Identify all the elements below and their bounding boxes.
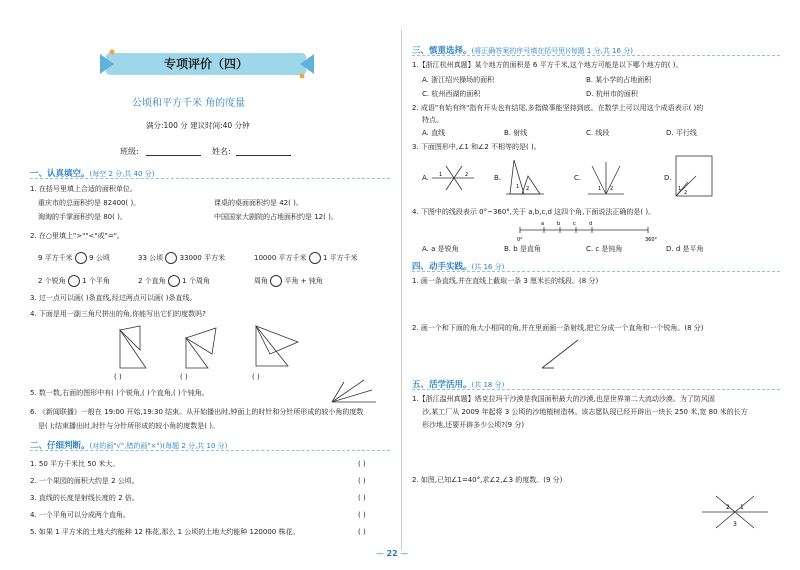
s5-q2: 2. 如图,已知∠1=40°,求∠2,∠3 的度数。(9 分) <box>412 476 563 484</box>
s2-q5: 5. 如果 1 平方米的土地大约能种 12 株花,那么 1 公顷的土地大约能种 120000 株花。 <box>30 528 300 536</box>
s1-q6-line2: 是( );结束播出时,时针与分针所形成的较小角的度数是( )。 <box>38 422 219 430</box>
s1-q4-answer-a[interactable]: ( ) <box>114 373 122 381</box>
compare-circle[interactable] <box>68 275 80 287</box>
s1-q1b: 课桌的桌面面积约是 42( )。 <box>214 199 303 207</box>
s1-q6-line1: 6. 《新闻联播》一般在 19:00 开始,19:30 结束。从开始播出时,钟面上的时针和分针所形成的较小角的度数 <box>30 408 364 416</box>
s3-q4-option-a[interactable]: A. a 是锐角 <box>422 245 459 253</box>
s3-q4-option-b[interactable]: B. b 是直角 <box>504 245 541 253</box>
s1-q4: 4. 下面是用一副三角尺拼出的角,你能写出它们的度数吗? <box>30 310 206 318</box>
svg-text:2: 2 <box>526 186 530 192</box>
angle-label-1: 1 <box>740 504 744 511</box>
compare-circle[interactable] <box>309 252 321 264</box>
s3-q2-option-c[interactable]: C. 线段 <box>586 129 610 137</box>
s3-q3-option-c[interactable]: C. <box>574 174 582 182</box>
subtitle: 公顷和平方千米 角的度量 <box>132 98 246 109</box>
given-angle-figure <box>540 338 580 370</box>
s3-q3-option-a[interactable]: A. <box>422 174 429 182</box>
section-4-heading: 四、动手实践。(共 16 分) <box>412 262 505 272</box>
s5-q1-line2: 沙,某工厂从 2009 年起将 3 公顷的沙地植树造林。该志愿队现已经开辟出一块长 250 米,宽 80 米的长方 <box>422 408 748 416</box>
section-3-heading: 三、慎重选择。(将正确答案的序号填在括号里)(每题 1 分,共 16 分) <box>412 46 633 56</box>
s4-q2: 2. 画一个和下面的角大小相同的角,并在里面画一条射线,把它分成一个直角和一个锐角。(8 分) <box>412 324 704 332</box>
svg-text:2: 2 <box>684 190 688 196</box>
s3-q3: 3. 下面图形中,∠1 和∠2 不相等的是( )。 <box>412 143 541 151</box>
s1-q5: 5. 数一数,右面的图形中有( )个锐角,( )个直角,( )个钝角。 <box>30 389 209 397</box>
angle-label-2: 2 <box>726 504 730 511</box>
s1-q3: 3. 过一点可以画( )条直线,经过两点可以画( )条直线。 <box>30 294 197 302</box>
angle-label-3: 3 <box>733 521 737 528</box>
compare-row-1a: 9 平方千米 9 公顷 <box>38 254 110 262</box>
set-square-figure-c <box>254 324 304 374</box>
number-line-label: 360° <box>645 237 658 243</box>
s2-q3-answer[interactable]: ( ) <box>358 494 366 502</box>
svg-text:1: 1 <box>678 186 682 192</box>
page-fold <box>401 30 402 550</box>
section-2-heading: 二、仔细判断。(对的画"√",错的画"×")(每题 2 分,共 10 分) <box>30 441 228 451</box>
number-line-label: a <box>541 221 545 227</box>
s3-q4-option-d[interactable]: D. d 是平角 <box>666 245 704 253</box>
s1-q1a: 重庆市的总面积约是 82400( )。 <box>38 199 141 207</box>
intersecting-lines-figure <box>700 494 770 530</box>
compare-circle[interactable] <box>168 275 180 287</box>
s3-q2-line1: 2. 成语"有始有终"指有开头也有结尾,多指做事能坚持到底。在数学上可以用这个成语表示( )的 <box>412 104 704 112</box>
s3-q2-option-d[interactable]: D. 平行线 <box>666 129 697 137</box>
compare-row-2a: 2 个锐角 1 个平角 <box>38 277 110 285</box>
degree-number-line <box>517 221 660 243</box>
svg-text:2: 2 <box>610 186 614 192</box>
s5-q1-line1: 1.【浙江温州真题】塔克拉玛干沙漠是我国面积最大的沙漠,也是世界第二大流动沙漠。为了防风固 <box>412 395 715 403</box>
s3-q2-option-b[interactable]: B. 射线 <box>504 129 528 137</box>
s3-q2-option-a[interactable]: A. 直线 <box>422 129 446 137</box>
set-square-figure-a <box>118 324 158 374</box>
number-line-label: b <box>557 221 561 227</box>
s3-q1-option-d[interactable]: D. 杭州市的面积 <box>586 90 638 98</box>
svg-text:2: 2 <box>465 172 469 178</box>
s1-q1c: 淘淘的手掌面积约是 80( )。 <box>38 213 127 221</box>
s3-q4-option-c[interactable]: C. c 是钝角 <box>586 245 623 253</box>
name-field[interactable] <box>236 155 291 156</box>
number-line-label: c <box>573 221 576 227</box>
s3-q4: 4. 下图中的线段表示 0°~360°,关于 a,b,c,d 这四个角,下面说法正确的是( )。 <box>412 208 656 216</box>
svg-text:1: 1 <box>516 184 520 190</box>
s3-q1: 1.【浙江杭州真题】某个地方的面积是 6 平方千米,这个地方可能是以下哪个地方的( )。 <box>412 61 683 69</box>
angle-figure-c <box>586 160 626 196</box>
s3-q1-option-b[interactable]: B. 某小学的占地面积 <box>586 76 652 84</box>
compare-circle[interactable] <box>270 275 282 287</box>
s1-q4-answer-b[interactable]: ( ) <box>180 373 188 381</box>
score-info: 满分:100 分 建议时间:40 分钟 <box>146 121 250 130</box>
angle-figure-d <box>674 154 714 198</box>
page-title: 专项评价（四） <box>163 57 248 71</box>
compare-row-2b: 2 个直角 1 个周角 <box>138 277 210 285</box>
divider-line <box>412 389 780 390</box>
divider-line <box>30 450 390 451</box>
s5-q1-line3: 形沙地,还要开辟多少公顷?(9 分) <box>422 421 525 429</box>
s1-q1: 1. 在括号里填上合适的面积单位。 <box>30 185 137 193</box>
divider-line <box>412 55 780 56</box>
s2-q2: 2. 一个果园的面积大约是 2 公顷。 <box>30 477 139 485</box>
class-label: 班级: <box>120 147 139 156</box>
number-line-label: 0° <box>517 237 523 243</box>
compare-circle[interactable] <box>165 252 177 264</box>
s3-q3-option-b[interactable]: B. <box>494 174 502 182</box>
s2-q5-answer[interactable]: ( ) <box>358 528 366 536</box>
section-5-heading: 五、活学活用。(共 18 分) <box>412 380 505 390</box>
compare-row-1c: 10000 平方千米 1 平方千米 <box>254 254 358 262</box>
svg-text:1: 1 <box>598 186 602 192</box>
s4-q1: 1. 画一条直线,并在直线上截取一条 3 厘米长的线段。(8 分) <box>412 277 599 285</box>
s3-q2-line2: 特点。 <box>422 116 443 124</box>
divider-line <box>30 178 390 179</box>
compare-circle[interactable] <box>75 252 87 264</box>
s2-q4-answer[interactable]: ( ) <box>358 511 366 519</box>
s3-q1-option-a[interactable]: A. 浙江绍兴操场的面积 <box>422 76 495 84</box>
s2-q4: 4. 一个平角可以分成两个直角。 <box>30 511 130 519</box>
angle-count-figure <box>328 376 378 406</box>
s3-q1-option-c[interactable]: C. 杭州西湖的面积 <box>422 90 481 98</box>
s1-q4-answer-c[interactable]: ( ) <box>252 373 260 381</box>
s1-q2: 2. 在○里填上">""<"或"="。 <box>30 232 124 240</box>
compare-row-1b: 33 公顷 33000 平方米 <box>138 254 226 262</box>
s3-q3-option-d[interactable]: D. <box>664 174 672 182</box>
svg-text:1: 1 <box>439 172 443 178</box>
s2-q1-answer[interactable]: ( ) <box>358 460 366 468</box>
page-number: — 22 — <box>376 549 409 558</box>
s2-q3: 3. 直线的长度是射线长度的 2 倍。 <box>30 494 139 502</box>
s1-q1d: 中国国家大剧院的占地面积约是 12( )。 <box>214 213 338 221</box>
angle-figure-a <box>432 164 474 192</box>
class-field[interactable] <box>146 155 201 156</box>
section-1-heading: 一、认真填空。(每空 2 分,共 40 分) <box>30 169 155 179</box>
name-label: 姓名: <box>212 147 231 156</box>
s2-q2-answer[interactable]: ( ) <box>358 477 366 485</box>
angle-figure-b <box>504 156 544 196</box>
s2-q1: 1. 50 平方千米比 50 米大。 <box>30 460 120 468</box>
divider-line <box>412 271 780 272</box>
compare-row-2c: 周角 平角 + 钝角 <box>254 277 323 285</box>
set-square-figure-b <box>182 324 222 374</box>
number-line-label: d <box>589 221 593 227</box>
